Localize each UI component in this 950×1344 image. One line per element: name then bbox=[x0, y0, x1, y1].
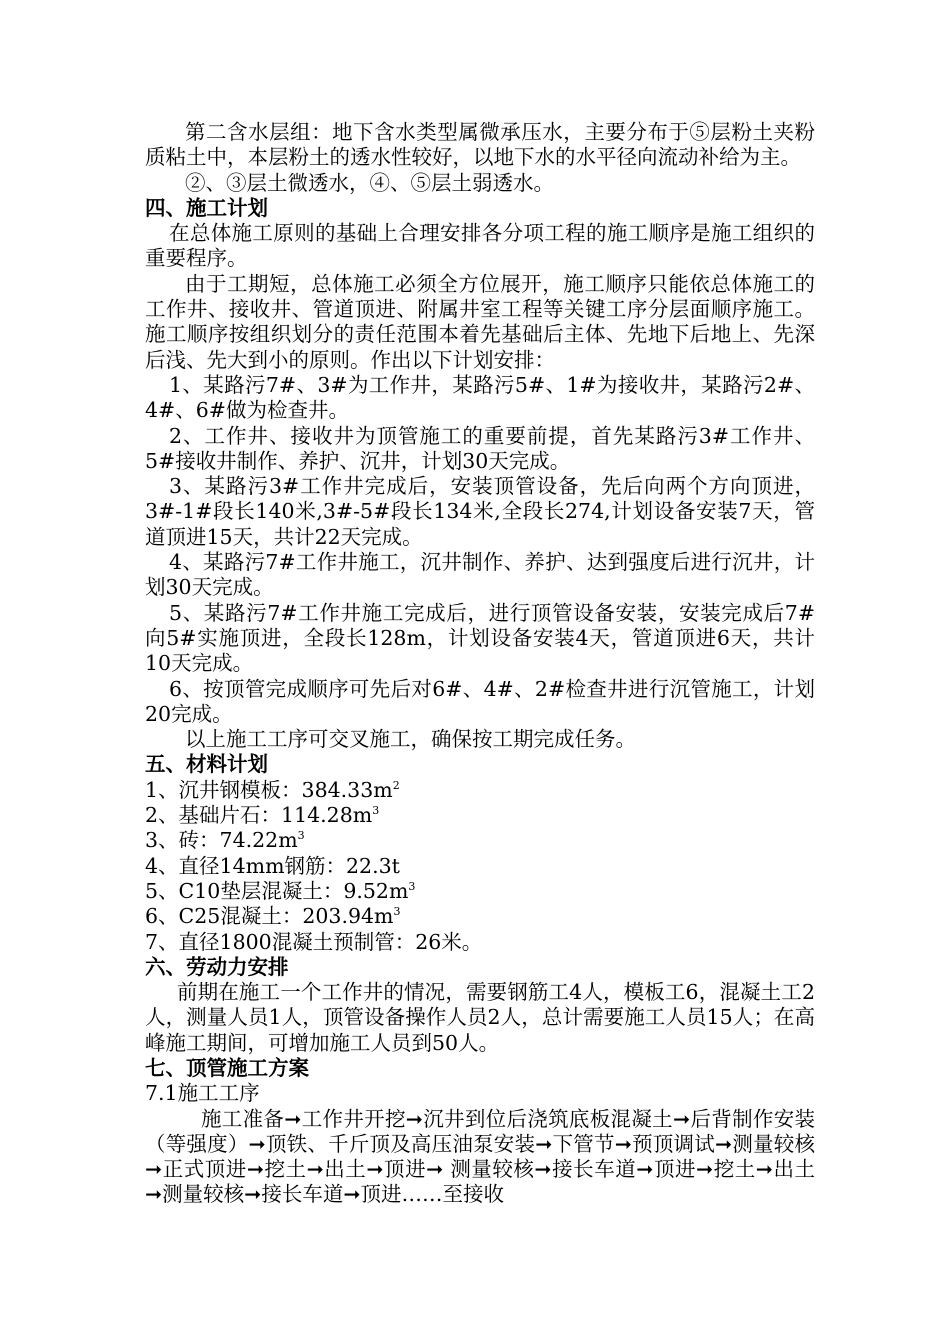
material-item: 2、基础片石：$114.28m^3$ bbox=[145, 803, 380, 828]
paragraph-labor: 前期在施工一个工作井的情况，需要钢筋工4人，模板工6，混凝土工2人，测量人员1人，顶管设备操作人员2人，总计需要施工人员15人；在高峰施工期间，可增加施工人员到50人。 bbox=[145, 980, 815, 1055]
paragraph-aquifer: 第二含水层组：地下含水类型属微承压水，主要分布于⑤层粉土夹粉质粘土中，本层粉土的透水性较好，以地下水的水平径向流动补给为主。 bbox=[145, 120, 815, 170]
material-item: 7、直径1800混凝土预制管：26米。 bbox=[145, 929, 483, 954]
paragraph-principle: 在总体施工原则的基础上合理安排各分项工程的施工顺序是施工组织的重要程序。 bbox=[145, 221, 815, 271]
material-item: 4、直径14mm钢筋：22.3t bbox=[145, 853, 400, 878]
paragraph-summary: 以上施工工序可交叉施工，确保按工期完成任务。 bbox=[185, 727, 636, 752]
material-item: 3、砖：$74.22m^3$ bbox=[145, 828, 305, 853]
plan-item: 1、某路污7#、3#为工作井，某路污5#、1#为接收井，某路污2#、4#、6#做为检查井。 bbox=[145, 372, 815, 423]
paragraph-permeability: ②、③层土微透水，④、⑤层土弱透水。 bbox=[185, 170, 554, 195]
heading-material-plan: 五、材料计划 bbox=[145, 752, 268, 777]
subheading-procedure: 7.1施工工序 bbox=[145, 1081, 260, 1106]
plan-item: 4、某路污7#工作井施工，沉井制作、养护、达到强度后进行沉井，计划30天完成。 bbox=[145, 550, 815, 600]
heading-construction-plan: 四、施工计划 bbox=[145, 195, 268, 220]
material-item: 1、沉井钢模板：$384.33m^2$ bbox=[145, 777, 400, 802]
heading-pipe-jacking-plan: 七、顶管施工方案 bbox=[145, 1055, 309, 1080]
paragraph-schedule-intro: 由于工期短，总体施工必须全方位展开，施工顺序只能依总体施工的工作井、接收井、管道顶进、附属井室工程等关键工序分层面顺序施工。施工顺序按组织划分的责任范围本着先基础后主体、先地下后地上、先深后浅、先大到小的原则。作出以下计划安排： bbox=[145, 271, 815, 372]
plan-item: 3、某路污3#工作井完成后，安装顶管设备，先后向两个方向顶进，3#-1#段长140米,3#-5#段长134米,全段长274,计划设备安装7天，管道顶进15天，共计22天完成。 bbox=[145, 474, 815, 549]
paragraph-procedure: 施工准备➞工作井开挖➞沉井到位后浇筑底板混凝土➞后背制作安装（等强度）➞顶铁、千斤顶及高压油泵安装➞下管节➞预顶调试➞测量较核➞正式顶进➞挖土➞出土➞顶进➞ 测量较核➞接长车道➞顶进➞挖土➞出土➞测量较核➞接长车道➞顶进……至接收 bbox=[145, 1106, 815, 1207]
plan-item: 2、工作井、接收井为顶管施工的重要前提，首先某路污3#工作井、5#接收井制作、养护、沉井，计划30天完成。 bbox=[145, 423, 815, 473]
plan-item: 6、按顶管完成顺序可先后对6#、4#、2#检查井进行沉管施工，计划20完成。 bbox=[145, 676, 815, 726]
plan-item: 5、某路污7#工作井施工完成后，进行顶管设备安装，安装完成后7#向5#实施顶进，全段长128m，计划设备安装4天，管道顶进6天，共计10天完成。 bbox=[145, 600, 815, 676]
document-body bbox=[145, 120, 815, 1208]
material-item: 5、C10垫层混凝土：$9.52m^3$ bbox=[145, 878, 416, 903]
heading-labor-arrangement: 六、劳动力安排 bbox=[145, 954, 289, 979]
material-item: 6、C25混凝土：$203.94m^3$ bbox=[145, 904, 401, 929]
